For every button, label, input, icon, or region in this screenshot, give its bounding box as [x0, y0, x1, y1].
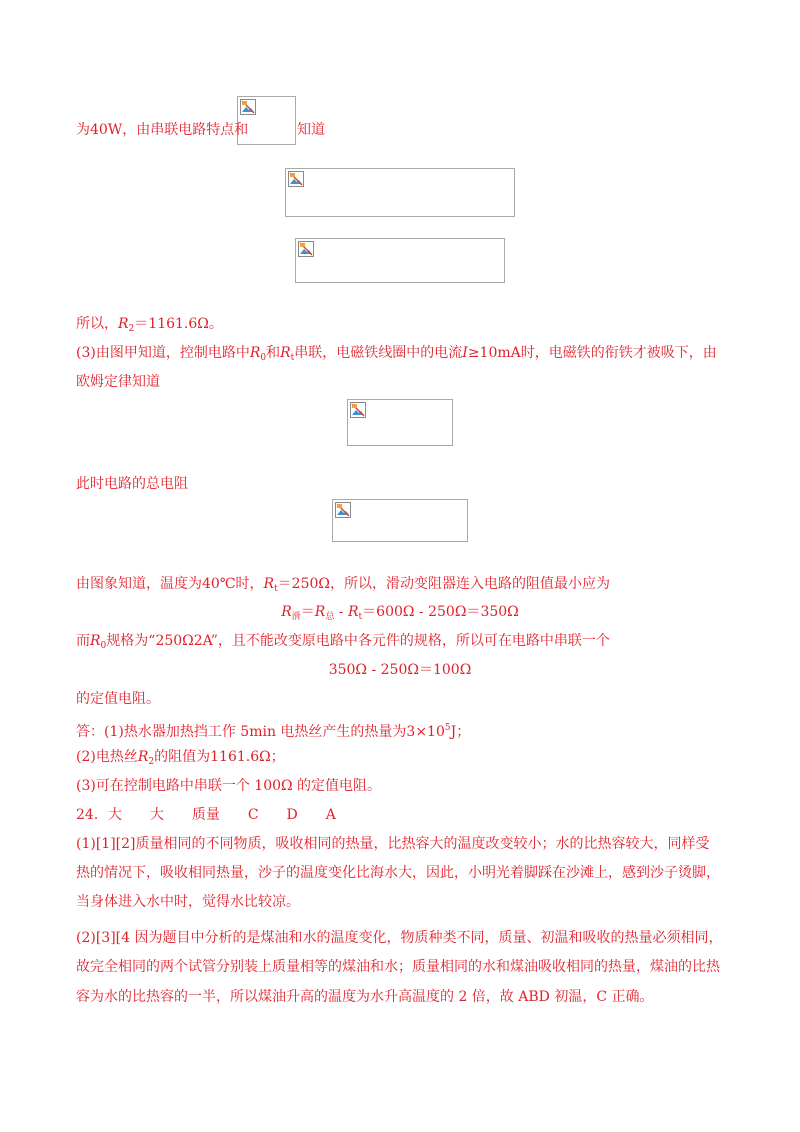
text-line-4: 欧姆定律知道 — [76, 374, 160, 390]
answer-1: 答：(1)热水器加热挡工作 5min 电热丝产生的热量为$3\times 10^5J$； — [76, 723, 471, 740]
formula-image-4 — [347, 399, 453, 446]
equation-1: $R_滑=R_总 - R_t=600\Omega - 250\Omega=350\Omega$ — [281, 604, 519, 622]
paragraph-1-line-2: 热的情况下，吸收相同热量，沙子的温度变化比海水大，因此，小明光着脚踩在沙滩上，感到沙子烫脚， — [76, 865, 720, 881]
broken-image-icon — [335, 502, 351, 518]
formula-image-2 — [285, 168, 515, 217]
text-line-7: 而$R_0$规格为“250Ω2A”，且不能改变原电路中各元件的规格，所以可在电路中串联一个 — [76, 633, 610, 651]
broken-image-icon — [350, 402, 366, 418]
paragraph-1-line-3: 当身体进入水中时，觉得水比较凉。 — [76, 894, 300, 910]
paragraph-2-line-3: 容为水的比热容的一半，所以煤油升高的温度为水升高温度的 2 倍，故 ABD 初温，C 正确。 — [76, 989, 654, 1005]
broken-image-icon — [240, 99, 256, 115]
text-line-6: 由图象知道，温度为40℃时，$R_t=250\Omega$，所以，滑动变阻器连入电路的阻值最小应为 — [76, 576, 610, 594]
question-24-answers: 24．大 大 质量 C D A — [76, 807, 336, 823]
equation-2: 350Ω - 250Ω＝100Ω — [328, 662, 472, 678]
text-line-5: 此时电路的总电阻 — [76, 476, 188, 492]
broken-image-icon — [288, 171, 304, 187]
formula-image-5 — [332, 499, 468, 542]
text-line-1b: 知道 — [297, 122, 325, 138]
paragraph-1-line-1: (1)[1][2]质量相同的不同物质，吸收相同的热量，比热容大的温度改变较小；水的比热容较大，同样受 — [76, 836, 710, 852]
answer-3: (3)可在控制电路中串联一个 100Ω 的定值电阻。 — [76, 778, 382, 794]
text-line-3: (3)由图甲知道，控制电路中$R_0$和$R_t$串联，电磁铁线圈中的电流I≥10mA时，电磁铁的衔铁才被吸下，由 — [76, 345, 717, 363]
answer-2: (2)电热丝$R_2$的阻值为1161.6Ω； — [76, 749, 285, 767]
text-line-1a: 为40W，由串联电路特点和 — [76, 122, 249, 138]
formula-image-3 — [295, 238, 505, 283]
paragraph-2-line-1: (2)[3][4 因为题目中分析的是煤油和水的温度变化，物质种类不同，质量、初温和吸收的热量必须相同， — [76, 930, 723, 946]
broken-image-icon — [298, 241, 314, 257]
text-line-8: 的定值电阻。 — [76, 691, 160, 707]
text-line-2: 所以，$R_2=1161.6\Omega$。 — [76, 316, 223, 334]
paragraph-2-line-2: 故完全相同的两个试管分别装上质量相等的煤油和水；质量相同的水和煤油吸收相同的热量，煤油的比热 — [76, 959, 720, 975]
